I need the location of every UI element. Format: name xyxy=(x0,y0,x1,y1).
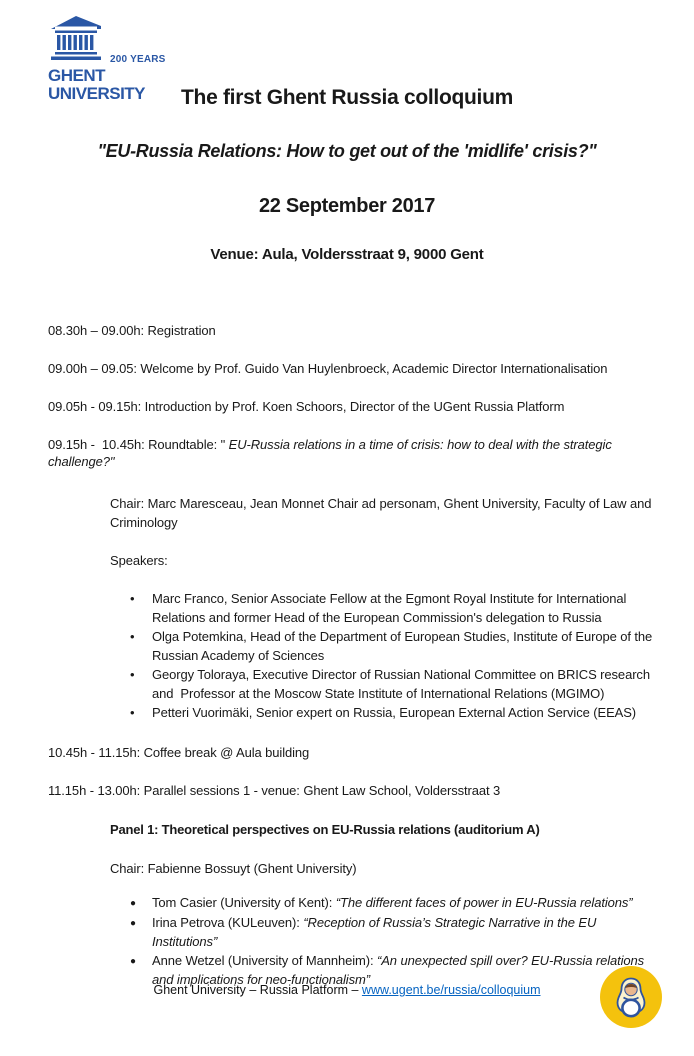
schedule-item-parallel-sessions: 11.15h - 13.00h: Parallel sessions 1 - venue: Ghent Law School, Voldersstraat 3 xyxy=(48,783,501,798)
talk-speaker: Anne Wetzel (University of Mannheim): xyxy=(152,953,377,968)
schedule-item-coffee-break: 10.45h - 11.15h: Coffee break @ Aula building xyxy=(48,745,310,760)
speaker-text: Petteri Vuorimäki, Senior expert on Russia, European External Action Service (EEAS) xyxy=(152,705,637,720)
footer xyxy=(0,983,694,997)
logo-200-years-label: 200 YEARS xyxy=(110,54,166,65)
roundtable-chair: Chair: Marc Maresceau, Jean Monnet Chair ad personam, Ghent University, Faculty of Law and Criminology xyxy=(110,496,652,530)
schedule-item-roundtable xyxy=(48,436,664,470)
logo-ghent-label: GHENT xyxy=(48,66,105,85)
speakers-heading: Speakers: xyxy=(110,553,168,568)
bullet-icon: • xyxy=(130,629,135,644)
bullet-icon: • xyxy=(130,705,135,720)
university-building-icon xyxy=(48,16,104,67)
speaker-text: Olga Potemkina, Head of the Department of European Studies, Institute of Europe of the Russian Academy of Sciences xyxy=(152,629,656,663)
event-venue: Venue: Aula, Voldersstraat 9, 9000 Gent xyxy=(210,246,484,263)
bullet-icon: ● xyxy=(130,956,136,967)
talk-speaker: Tom Casier (University of Kent): xyxy=(152,895,336,910)
ugent-logo xyxy=(48,16,166,103)
speakers-list xyxy=(48,589,664,722)
talk-item xyxy=(48,893,664,913)
talk-text xyxy=(152,913,664,951)
panel1-title: Panel 1: Theoretical perspectives on EU-Russia relations (auditorium A) xyxy=(110,822,540,837)
roundtable-time-label: 09.15h - 10.45h: Roundtable: " xyxy=(48,437,229,452)
event-date: 22 September 2017 xyxy=(258,195,436,217)
footer-label: Ghent University – Russia Platform – xyxy=(153,983,362,997)
speaker-item xyxy=(48,589,664,627)
bullet-icon: • xyxy=(130,667,135,682)
page-title: The first Ghent Russia colloquium xyxy=(181,86,513,109)
colloquium-link[interactable]: www.ugent.be/russia/colloquium xyxy=(361,983,541,997)
speaker-text: Georgy Toloraya, Executive Director of Russian National Committee on BRICS research and Professor at the Moscow State Institute of International Relations (MGIMO) xyxy=(152,667,654,701)
talk-title: “The different faces of power in EU-Russia relations” xyxy=(335,895,633,910)
talk-item xyxy=(48,913,664,951)
talk-text xyxy=(152,893,664,912)
bullet-icon: ● xyxy=(130,918,136,929)
schedule-item-welcome: 09.00h – 09.05: Welcome by Prof. Guido Van Huylenbroeck, Academic Director Internationalisation xyxy=(48,361,608,376)
panel1-chair: Chair: Fabienne Bossuyt (Ghent University) xyxy=(110,861,357,876)
talk-title: “An unexpected spill over? EU-Russia relations and implications for neo-functionalism” xyxy=(152,953,648,987)
speaker-item xyxy=(48,703,664,722)
programme xyxy=(48,322,664,989)
schedule-item-registration: 08.30h – 09.00h: Registration xyxy=(48,323,216,338)
matryoshka-icon xyxy=(600,966,662,1028)
talk-title: “Reception of Russia’s Strategic Narrative in the EU Institutions” xyxy=(152,915,600,949)
talk-speaker: Irina Petrova (KULeuven): xyxy=(152,915,304,930)
bullet-icon: • xyxy=(130,591,135,606)
speaker-item xyxy=(48,665,664,703)
colloquium-theme-subtitle: "EU-Russia Relations: How to get out of the 'midlife' crisis?" xyxy=(97,141,597,161)
bullet-icon: ● xyxy=(130,898,136,909)
panel1-talks-list xyxy=(48,893,664,989)
logo-university-label: UNIVERSITY xyxy=(48,84,146,103)
roundtable-topic: EU-Russia relations in a time of crisis: how to deal with the strategic challenge?" xyxy=(48,437,616,469)
schedule-item-introduction: 09.05h - 09.15h: Introduction by Prof. Koen Schoors, Director of the UGent Russia Platform xyxy=(48,399,565,414)
speaker-text: Marc Franco, Senior Associate Fellow at the Egmont Royal Institute for International Relations and former Head of the European Commission's delegation to Russia xyxy=(152,591,630,625)
speaker-item xyxy=(48,627,664,665)
